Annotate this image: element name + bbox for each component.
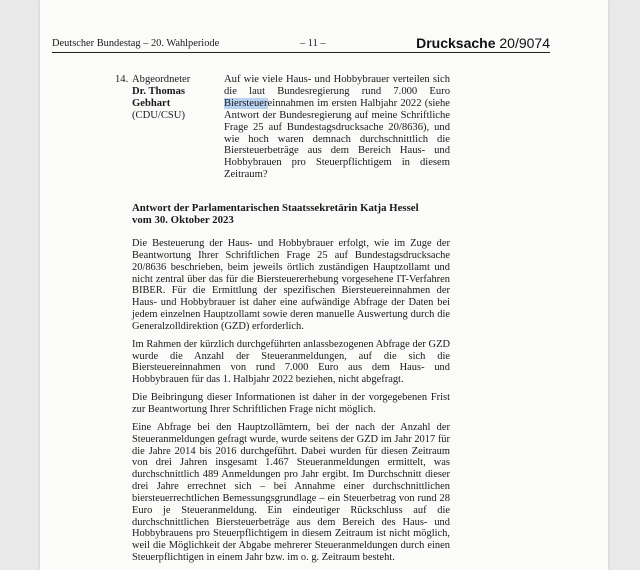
header-rule (52, 52, 550, 53)
text-selection-highlight[interactable]: Biersteuer (224, 97, 268, 109)
question-text-before: Auf wie viele Haus- und Hobbybrauer verteilen sich die laut Bundesregierung rund 7.000 Euro (224, 74, 450, 97)
answer-paragraph-2: Im Rahmen der kürzlich durchgeführten anlassbezogenen Abfrage der GZD wurde die Anzahl der Steueranmeldungen, auf die sich die Biersteuereinnahmen von rund 7.000 Euro aus dem Haus- und Hobbybrauen für das 1. Halbjahr 2022 beziehen, nicht abgefragt. (132, 338, 450, 386)
answer-paragraph-1: Die Besteuerung der Haus- und Hobbybrauer erfolgt, wie im Zuge der Beantwortung Ihrer Schriftlichen Frage 25 auf Bundestagsdrucksache 20/8636 beschrieben, beim jeweils örtlich zuständigen Hauptzollamt und nicht zentral über das für die Biersteuererhebung vorgesehene IT-Verfahren BIBER. Für die Ermittlung der spezifischen Biersteuereinnahmen der Haus- und Hobbybrauer ist daher eine aufwändige Abfrage der Daten bei jedem einzelnen Hauptzollamt sowie deren manuelle Auswertung durch die Generalzolldirektion (GZD) erforderlich. (132, 238, 450, 332)
doc-label: Drucksache (416, 35, 496, 51)
question-text-after: einnahmen im ersten Halbjahr 2022 (siehe Antwort der Bundesregierung auf meine Schriftliche Frage 25 auf Bundestagsdrucksache 20/8636), und wie hoch waren demnach durchschnittlich die Biersteuerbeträge aus dem Bereich Haus- und Hobbybrauen pro Steuerpflichtigem in diesem Zeitraum? (224, 97, 450, 181)
asker-party: (CDU/CSU) (132, 109, 185, 121)
page-header (52, 36, 550, 52)
asker-name-line1: Dr. Thomas (132, 85, 185, 97)
answer-paragraph-3: Die Beibringung dieser Informationen ist daher in der vorgegebenen Frist zur Beantwortung Ihrer Schriftlichen Frage nicht möglich. (132, 392, 450, 415)
question-asker (132, 74, 190, 122)
answer-heading-line1: Antwort der Parlamentarischen Staatssekretärin Katja Hessel (132, 202, 419, 214)
question-number: 14. (115, 74, 129, 85)
question-text[interactable] (224, 74, 450, 181)
answer-heading (132, 202, 450, 226)
asker-name-line2: Gebhart (132, 97, 171, 109)
answer-heading-line2: vom 30. Oktober 2023 (132, 214, 234, 227)
header-page-number: – 11 – (300, 38, 326, 49)
asker-role: Abgeordneter (132, 74, 191, 85)
answer-paragraph-4: Eine Abfrage bei den Hauptzollämtern, bei der nach der Anzahl der Steueranmeldungen gefragt wurde, wurde seitens der GZD im Jahr 2017 für die Jahre 2014 bis 2016 durchgeführt. Dabei wurden für diesen Zeitraum von drei Jahren insgesamt 1.467 Steueranmeldungen ermittelt, was durchschnittlich 489 Anmeldungen pro Jahr ergibt. Im Durchschnitt dieser drei Jahre errechnet sich – bei Annahme einer durchschnittlichen biersteuerrechtlichen Bemessungsgrundlage – ein Steuerbetrag von rund 28 Euro je Steueranmeldung. Ein eindeutiger Rückschluss auf die durchschnittlichen Biersteuerbeträge aus dem Bereich des Haus- und Hobbybrauens pro Steuerpflichtigem in diesem Zeitraum ist nicht möglich, weil die Möglichkeit der Abgabe mehrerer Steueranmeldungen durch einen Steuerpflichtigen in einem Jahr bzw. im o. g. Zeitraum besteht. (132, 421, 450, 564)
header-parliament: Deutscher Bundestag – 20. Wahlperiode (52, 38, 220, 49)
doc-number: 20/9074 (499, 35, 550, 51)
answer-body[interactable] (132, 238, 450, 570)
header-document-id (416, 35, 550, 51)
